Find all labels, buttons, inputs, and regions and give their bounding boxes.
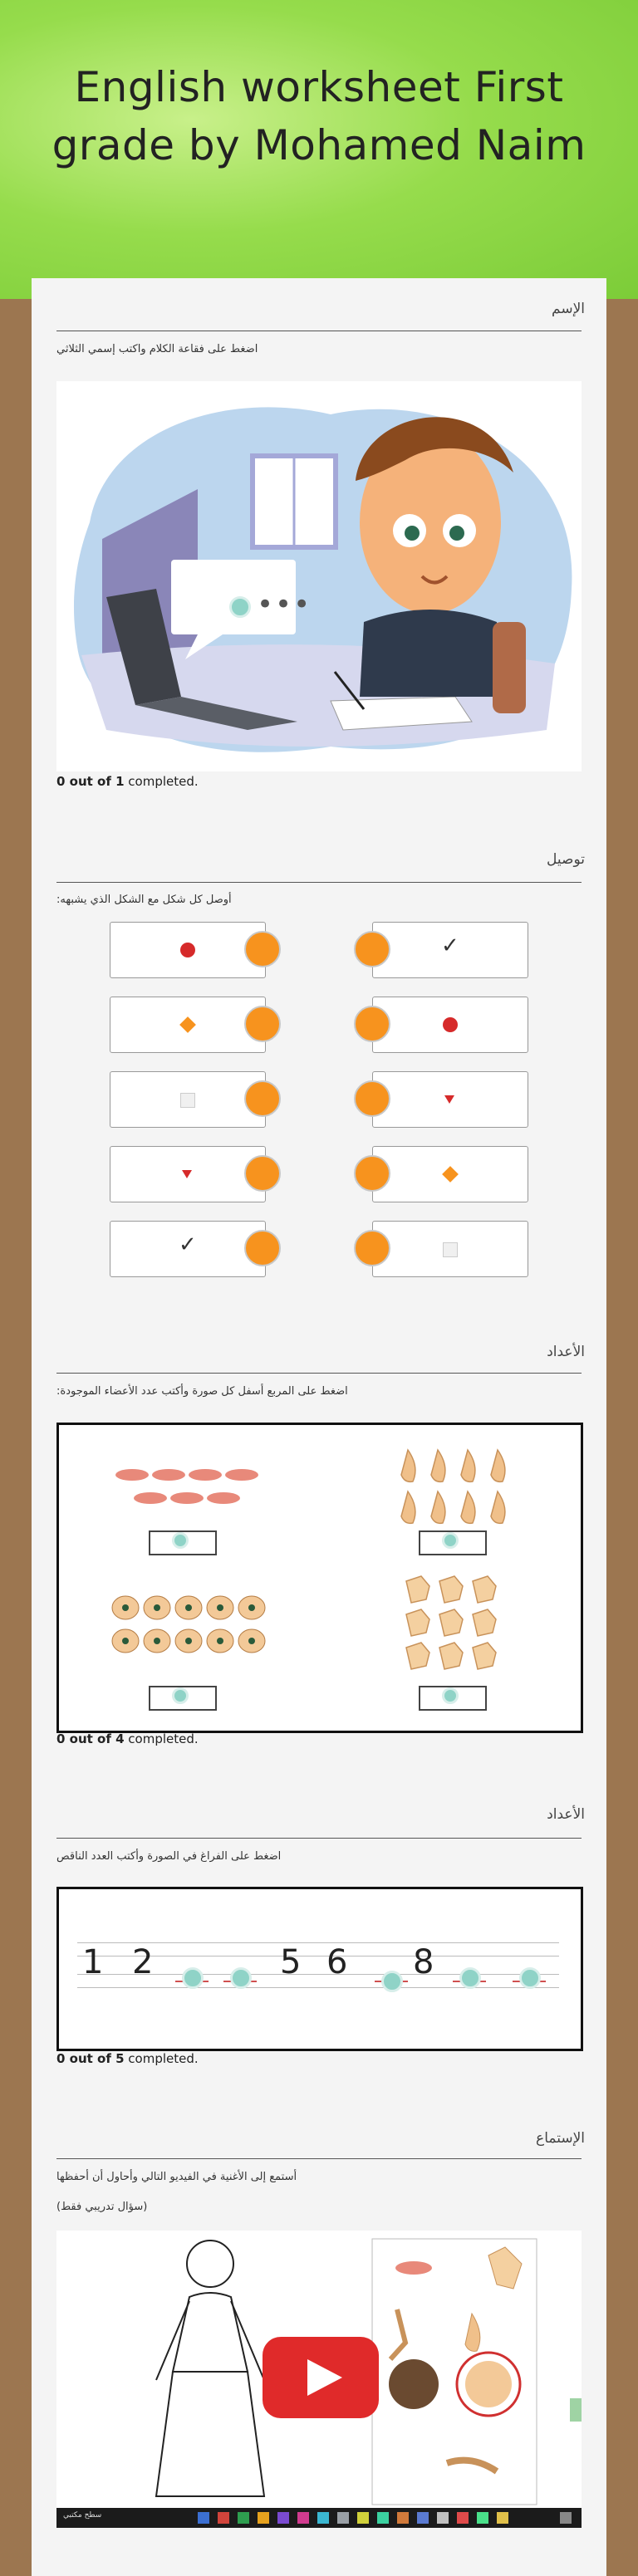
- gray-square-icon: [443, 1242, 458, 1257]
- app-icon[interactable]: [377, 2512, 389, 2524]
- match-item[interactable]: [372, 1221, 528, 1277]
- speech-bubble-image: [56, 381, 582, 771]
- section-instruction: اضغط على الفراغ في الصورة وأكتب العدد الناقص: [56, 1850, 282, 1863]
- side-tab[interactable]: [570, 2398, 582, 2422]
- section-divider: [56, 1838, 582, 1839]
- number-6: 6: [326, 1943, 348, 1981]
- answer-box-eyes[interactable]: [149, 1686, 217, 1711]
- app-icon[interactable]: [437, 2512, 449, 2524]
- match-connector-dot[interactable]: [244, 1080, 281, 1117]
- app-icon[interactable]: [397, 2512, 409, 2524]
- match-connector-dot[interactable]: [354, 1155, 390, 1192]
- red-triangle-icon: [182, 1170, 192, 1178]
- answer-hotspot[interactable]: [172, 1687, 189, 1704]
- checkmark-icon: ✓: [179, 1232, 197, 1257]
- app-icon[interactable]: [198, 2512, 209, 2524]
- section-instruction: أستمع إلى الأغنية في الفيديو التالي وأحاول أن أحفظها: [56, 2171, 297, 2183]
- match-item[interactable]: [372, 997, 528, 1053]
- section-divider: [56, 2158, 582, 2159]
- clock-icon[interactable]: [560, 2512, 572, 2524]
- app-icon[interactable]: [297, 2512, 309, 2524]
- checkmark-icon: ✓: [441, 933, 459, 958]
- app-icon[interactable]: [337, 2512, 349, 2524]
- section-instruction: اضغط على المربع أسفل كل صورة وأكتب عدد الأعضاء الموجودة:: [56, 1385, 348, 1398]
- match-item[interactable]: [110, 922, 266, 978]
- app-icon[interactable]: [417, 2512, 429, 2524]
- completion-status: 0 out of 1 completed.: [56, 774, 199, 789]
- completion-status: 0 out of 5 completed.: [56, 2051, 199, 2066]
- number-2: 2: [132, 1943, 154, 1981]
- section-divider: [56, 882, 582, 883]
- youtube-play-button[interactable]: [263, 2337, 379, 2418]
- counting-image: [56, 1423, 583, 1733]
- gray-square-icon: [180, 1093, 195, 1108]
- section-title-missing-numbers: الأعداد: [547, 1806, 585, 1823]
- match-item[interactable]: [110, 997, 266, 1053]
- app-icon[interactable]: [277, 2512, 289, 2524]
- number-8: 8: [413, 1943, 434, 1981]
- section-title-listening: الإستماع: [536, 2130, 585, 2147]
- answer-hotspot[interactable]: [442, 1532, 459, 1549]
- page-title: English worksheet First grade by Mohamed Naim: [52, 63, 586, 169]
- missing-number-hotspot[interactable]: [182, 1967, 204, 1989]
- section-title-counting: الأعداد: [547, 1344, 585, 1360]
- section-instruction: أوصل كل شكل مع الشكل الذي يشبهه:: [56, 894, 232, 906]
- app-icon[interactable]: [218, 2512, 229, 2524]
- missing-number-hotspot[interactable]: [519, 1967, 541, 1989]
- number-line-image: [56, 1887, 583, 2051]
- match-item[interactable]: [110, 1221, 266, 1277]
- match-item[interactable]: [110, 1146, 266, 1202]
- match-connector-dot[interactable]: [354, 1080, 390, 1117]
- missing-number-hotspot[interactable]: [230, 1967, 252, 1989]
- taskbar: [56, 2508, 582, 2528]
- header-banner: [0, 0, 638, 299]
- match-item[interactable]: [372, 1071, 528, 1128]
- match-connector-dot[interactable]: [244, 1006, 281, 1042]
- speech-bubble-hotspot[interactable]: [229, 596, 251, 618]
- taskbar-label: سطح مكتبي: [63, 2511, 102, 2520]
- missing-number-hotspot[interactable]: [381, 1971, 403, 1992]
- missing-number-hotspot[interactable]: [459, 1967, 481, 1989]
- app-icon[interactable]: [317, 2512, 329, 2524]
- app-icon[interactable]: [497, 2512, 508, 2524]
- number-5: 5: [280, 1943, 302, 1981]
- match-item[interactable]: [372, 1146, 528, 1202]
- match-item[interactable]: [110, 1071, 266, 1128]
- orange-diamond-icon: [179, 1016, 196, 1033]
- section-divider: [56, 1373, 582, 1374]
- boy-at-laptop-illustration: [56, 381, 582, 771]
- number-1: 1: [82, 1943, 104, 1981]
- answer-box-noses[interactable]: [419, 1530, 487, 1555]
- match-connector-dot[interactable]: [244, 1155, 281, 1192]
- completion-status: 0 out of 4 completed.: [56, 1731, 199, 1746]
- play-icon: [307, 2359, 342, 2396]
- red-triangle-icon: [444, 1095, 454, 1104]
- app-icon[interactable]: [258, 2512, 269, 2524]
- ellipsis-icon: •••: [257, 588, 312, 621]
- match-connector-dot[interactable]: [354, 931, 390, 967]
- body-parts-illustration: [59, 1425, 581, 1731]
- answer-box-lips[interactable]: [149, 1530, 217, 1555]
- red-circle-icon: [443, 1017, 458, 1032]
- match-connector-dot[interactable]: [354, 1230, 390, 1266]
- app-icon[interactable]: [477, 2512, 488, 2524]
- answer-hotspot[interactable]: [172, 1532, 189, 1549]
- app-icon[interactable]: [357, 2512, 369, 2524]
- app-icon[interactable]: [238, 2512, 249, 2524]
- match-item[interactable]: [372, 922, 528, 978]
- answer-box-hands[interactable]: [419, 1686, 487, 1711]
- answer-hotspot[interactable]: [442, 1687, 459, 1704]
- app-icon[interactable]: [457, 2512, 469, 2524]
- video-player[interactable]: [56, 2231, 582, 2528]
- section-instruction: اضغط على فقاعة الكلام واكتب إسمي الثلاثي: [56, 343, 258, 355]
- red-circle-icon: [180, 943, 195, 957]
- orange-diamond-icon: [442, 1166, 459, 1183]
- section-title-name: الإسم: [552, 301, 585, 317]
- match-connector-dot[interactable]: [354, 1006, 390, 1042]
- section-title-matching: توصيل: [547, 851, 585, 868]
- match-connector-dot[interactable]: [244, 931, 281, 967]
- section-note: (سؤال تدريبي فقط): [56, 2201, 148, 2213]
- match-connector-dot[interactable]: [244, 1230, 281, 1266]
